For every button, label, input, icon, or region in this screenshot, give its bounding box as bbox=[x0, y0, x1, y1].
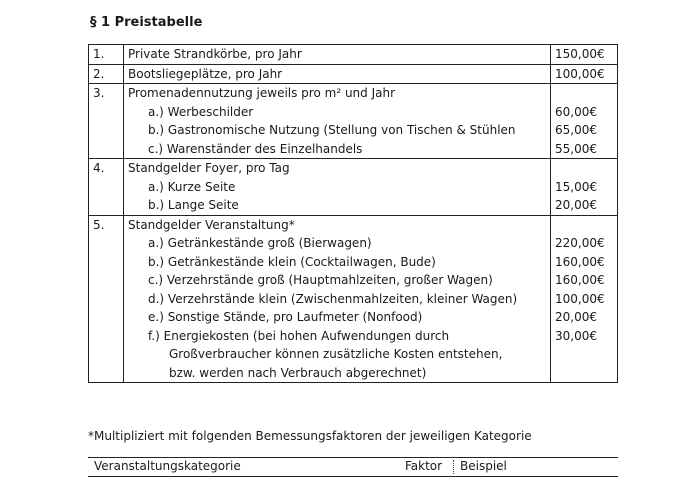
row-number: 3. bbox=[89, 84, 124, 159]
header-category: Veranstaltungskategorie bbox=[94, 459, 241, 473]
item-title: Promenadennutzung jeweils pro m² und Jahr bbox=[128, 86, 396, 100]
sub-item: bzw. werden nach Verbrauch abgerechnet) bbox=[169, 365, 427, 380]
row-price bbox=[551, 215, 618, 383]
column-divider bbox=[453, 460, 455, 474]
price-value: 60,00€ bbox=[555, 104, 597, 119]
price-value: 30,00€ bbox=[555, 328, 597, 343]
price-value: 100,00€ bbox=[555, 66, 605, 81]
price-row bbox=[89, 215, 618, 383]
price-value: 55,00€ bbox=[555, 141, 597, 156]
price-row bbox=[89, 45, 618, 65]
category-table-header bbox=[88, 458, 618, 477]
sub-item: a.) Getränkestände groß (Bierwagen) bbox=[148, 236, 372, 250]
sub-item: b.) Lange Seite bbox=[148, 198, 239, 212]
sub-item: b.) Gastronomische Nutzung (Stellung von Tischen & Stühlen bbox=[148, 123, 516, 137]
header-factor: Faktor bbox=[405, 459, 443, 473]
sub-item: c.) Warenständer des Einzelhandels bbox=[148, 141, 363, 156]
category-table bbox=[88, 457, 618, 488]
item-title: Standgelder Foyer, pro Tag bbox=[128, 161, 290, 175]
price-value: 20,00€ bbox=[555, 310, 597, 324]
price-value bbox=[555, 216, 613, 235]
sub-item: a.) Kurze Seite bbox=[148, 179, 236, 194]
price-value bbox=[555, 345, 613, 364]
price-value: 160,00€ bbox=[555, 273, 605, 287]
item-title: Standgelder Veranstaltung* bbox=[128, 217, 295, 232]
row-price bbox=[551, 64, 618, 84]
price-row bbox=[89, 159, 618, 216]
row-number: 5. bbox=[89, 215, 124, 383]
sub-item: c.) Verzehrstände groß (Hauptmahlzeiten, großer Wagen) bbox=[148, 273, 493, 287]
row-description bbox=[124, 215, 551, 383]
sub-item: d.) Verzehrstände klein (Zwischenmahlzeiten, kleiner Wagen) bbox=[148, 291, 518, 306]
sub-item: a.) Werbeschilder bbox=[148, 104, 254, 119]
header-example: Beispiel bbox=[460, 459, 507, 473]
price-table bbox=[88, 44, 618, 383]
row-number: 1. bbox=[89, 45, 124, 65]
sub-item: f.) Energiekosten (bei hohen Aufwendungen durch bbox=[148, 328, 450, 343]
price-value: 220,00€ bbox=[555, 236, 605, 250]
sub-item: e.) Sonstige Stände, pro Laufmeter (Nonfood) bbox=[148, 310, 423, 324]
row-description bbox=[124, 64, 551, 84]
price-value bbox=[555, 84, 613, 103]
sub-item: Großverbraucher können zusätzliche Kosten entstehen, bbox=[169, 347, 503, 361]
footnote: *Multipliziert mit folgenden Bemessungsfaktoren der jeweiligen Kategorie bbox=[88, 429, 532, 443]
section-heading: § 1 Preistabelle bbox=[90, 15, 203, 30]
row-description bbox=[124, 45, 551, 65]
row-number: 2. bbox=[89, 64, 124, 84]
price-value: 20,00€ bbox=[555, 198, 597, 212]
price-row bbox=[89, 84, 618, 159]
price-value bbox=[555, 159, 613, 178]
price-value: 160,00€ bbox=[555, 254, 605, 269]
row-description bbox=[124, 84, 551, 159]
row-price bbox=[551, 159, 618, 216]
item-title: Bootsliegeplätze, pro Jahr bbox=[128, 66, 283, 81]
price-value: 150,00€ bbox=[555, 47, 605, 61]
row-description bbox=[124, 159, 551, 216]
price-value: 100,00€ bbox=[555, 291, 605, 306]
price-value bbox=[555, 364, 613, 383]
row-price bbox=[551, 84, 618, 159]
price-value: 15,00€ bbox=[555, 179, 597, 194]
price-value: 65,00€ bbox=[555, 123, 597, 137]
row-number: 4. bbox=[89, 159, 124, 216]
row-price bbox=[551, 45, 618, 65]
item-title: Private Strandkörbe, pro Jahr bbox=[128, 47, 302, 61]
sub-item: b.) Getränkestände klein (Cocktailwagen, Bude) bbox=[148, 254, 436, 269]
price-row bbox=[89, 64, 618, 84]
